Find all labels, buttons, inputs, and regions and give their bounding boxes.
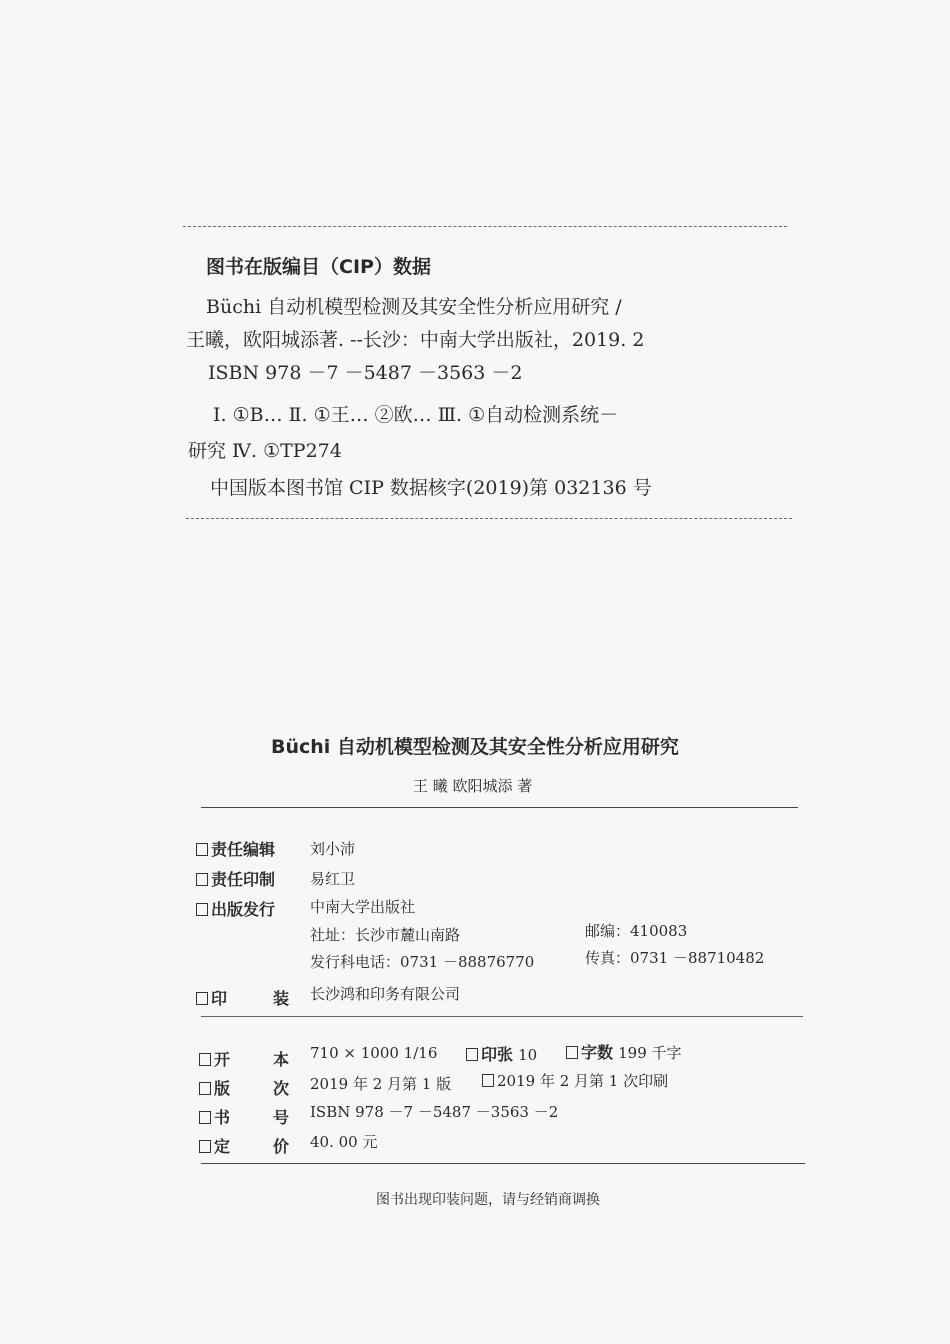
publisher-label: 出版发行: [211, 900, 276, 919]
edition-label-a: 版: [214, 1079, 231, 1098]
edition-value: 2019 年 2 月第 1 版: [310, 1075, 452, 1093]
printer-label-a: 印: [211, 989, 228, 1008]
checkbox-square: [196, 873, 208, 886]
format-row: [199, 1047, 230, 1070]
format-value: 710 × 1000 1/16: [310, 1044, 438, 1062]
cip-class-line1: Ⅰ. ①B… Ⅱ. ①王… ②欧… Ⅲ. ①自动检测系统－: [213, 404, 619, 426]
printing-row: [196, 867, 275, 890]
checkbox-square: [482, 1074, 494, 1087]
checkbox-square: [566, 1046, 578, 1059]
publisher-fax: 传真：0731 －88710482: [585, 949, 765, 967]
price-row: [199, 1134, 230, 1157]
book-title: Büchi 自动机模型检测及其安全性分析应用研究: [271, 736, 679, 758]
isbn-row: [199, 1105, 230, 1128]
cip-title-line: Büchi 自动机模型检测及其安全性分析应用研究 /: [206, 296, 622, 318]
price-label-b: 价: [273, 1137, 290, 1156]
price-label-a: 定: [214, 1137, 231, 1156]
words-label: 字数: [581, 1043, 614, 1062]
checkbox-square: [199, 1140, 211, 1153]
checkbox-square: [466, 1048, 478, 1061]
format-label-a: 开: [214, 1050, 231, 1069]
impression-value: 2019 年 2 月第 1 次印刷: [497, 1072, 669, 1090]
title-rule: [201, 807, 798, 808]
publisher-phone: 发行科电话：0731 －88876770: [310, 953, 535, 971]
sheets-value: 10: [518, 1046, 538, 1064]
cip-bottom-rule: [186, 518, 792, 519]
editor-row: [196, 837, 275, 860]
words-field: [566, 1040, 682, 1063]
printer-value: 长沙鸿和印务有限公司: [310, 985, 461, 1003]
editor-label: 责任编辑: [211, 840, 276, 859]
editor-value: 刘小沛: [310, 840, 356, 858]
publisher-row: [196, 897, 275, 920]
sheets-label: 印张: [481, 1045, 514, 1064]
isbn-value: ISBN 978 －7 －5487 －3563 －2: [310, 1103, 559, 1121]
isbn-label-b: 号: [273, 1108, 290, 1127]
checkbox-square: [199, 1053, 211, 1066]
checkbox-square: [196, 992, 208, 1005]
checkbox-square: [196, 903, 208, 916]
format-label-b: 本: [273, 1050, 290, 1069]
price-value: 40. 00 元: [310, 1133, 378, 1151]
footer-notice: 图书出现印装问题，请与经销商调换: [376, 1192, 600, 1208]
cip-top-rule: [183, 226, 787, 227]
cip-library-line: 中国版本图书馆 CIP 数据核字(2019)第 032136 号: [210, 477, 652, 499]
impression-field: [482, 1070, 668, 1091]
checkbox-square: [199, 1111, 211, 1124]
printer-row: [196, 986, 227, 1009]
words-value: 199 千字: [618, 1044, 682, 1062]
printing-value: 易红卫: [310, 870, 356, 888]
cip-class-line2: 研究 Ⅳ. ①TP274: [188, 440, 342, 462]
checkbox-square: [199, 1082, 211, 1095]
isbn-label-a: 书: [214, 1108, 231, 1127]
book-authors: 王 曦 欧阳城添 著: [413, 777, 533, 795]
edition-row: [199, 1076, 230, 1099]
publisher-address: 社址：长沙市麓山南路: [310, 926, 461, 944]
credits-rule: [201, 1016, 803, 1017]
sheets-field: [466, 1042, 537, 1065]
publisher-value: 中南大学出版社: [310, 898, 416, 916]
specs-rule: [201, 1163, 805, 1164]
edition-label-b: 次: [273, 1079, 290, 1098]
printing-label: 责任印制: [211, 870, 276, 889]
publisher-postcode: 邮编：410083: [585, 922, 688, 940]
cip-author-line: 王曦，欧阳城添著. --长沙：中南大学出版社，2019. 2: [186, 329, 645, 351]
printer-label-b: 装: [273, 989, 290, 1008]
checkbox-square: [196, 843, 208, 856]
cip-heading: 图书在版编目（CIP）数据: [206, 256, 431, 278]
cip-isbn: ISBN 978 －7 －5487 －3563 －2: [208, 362, 523, 384]
